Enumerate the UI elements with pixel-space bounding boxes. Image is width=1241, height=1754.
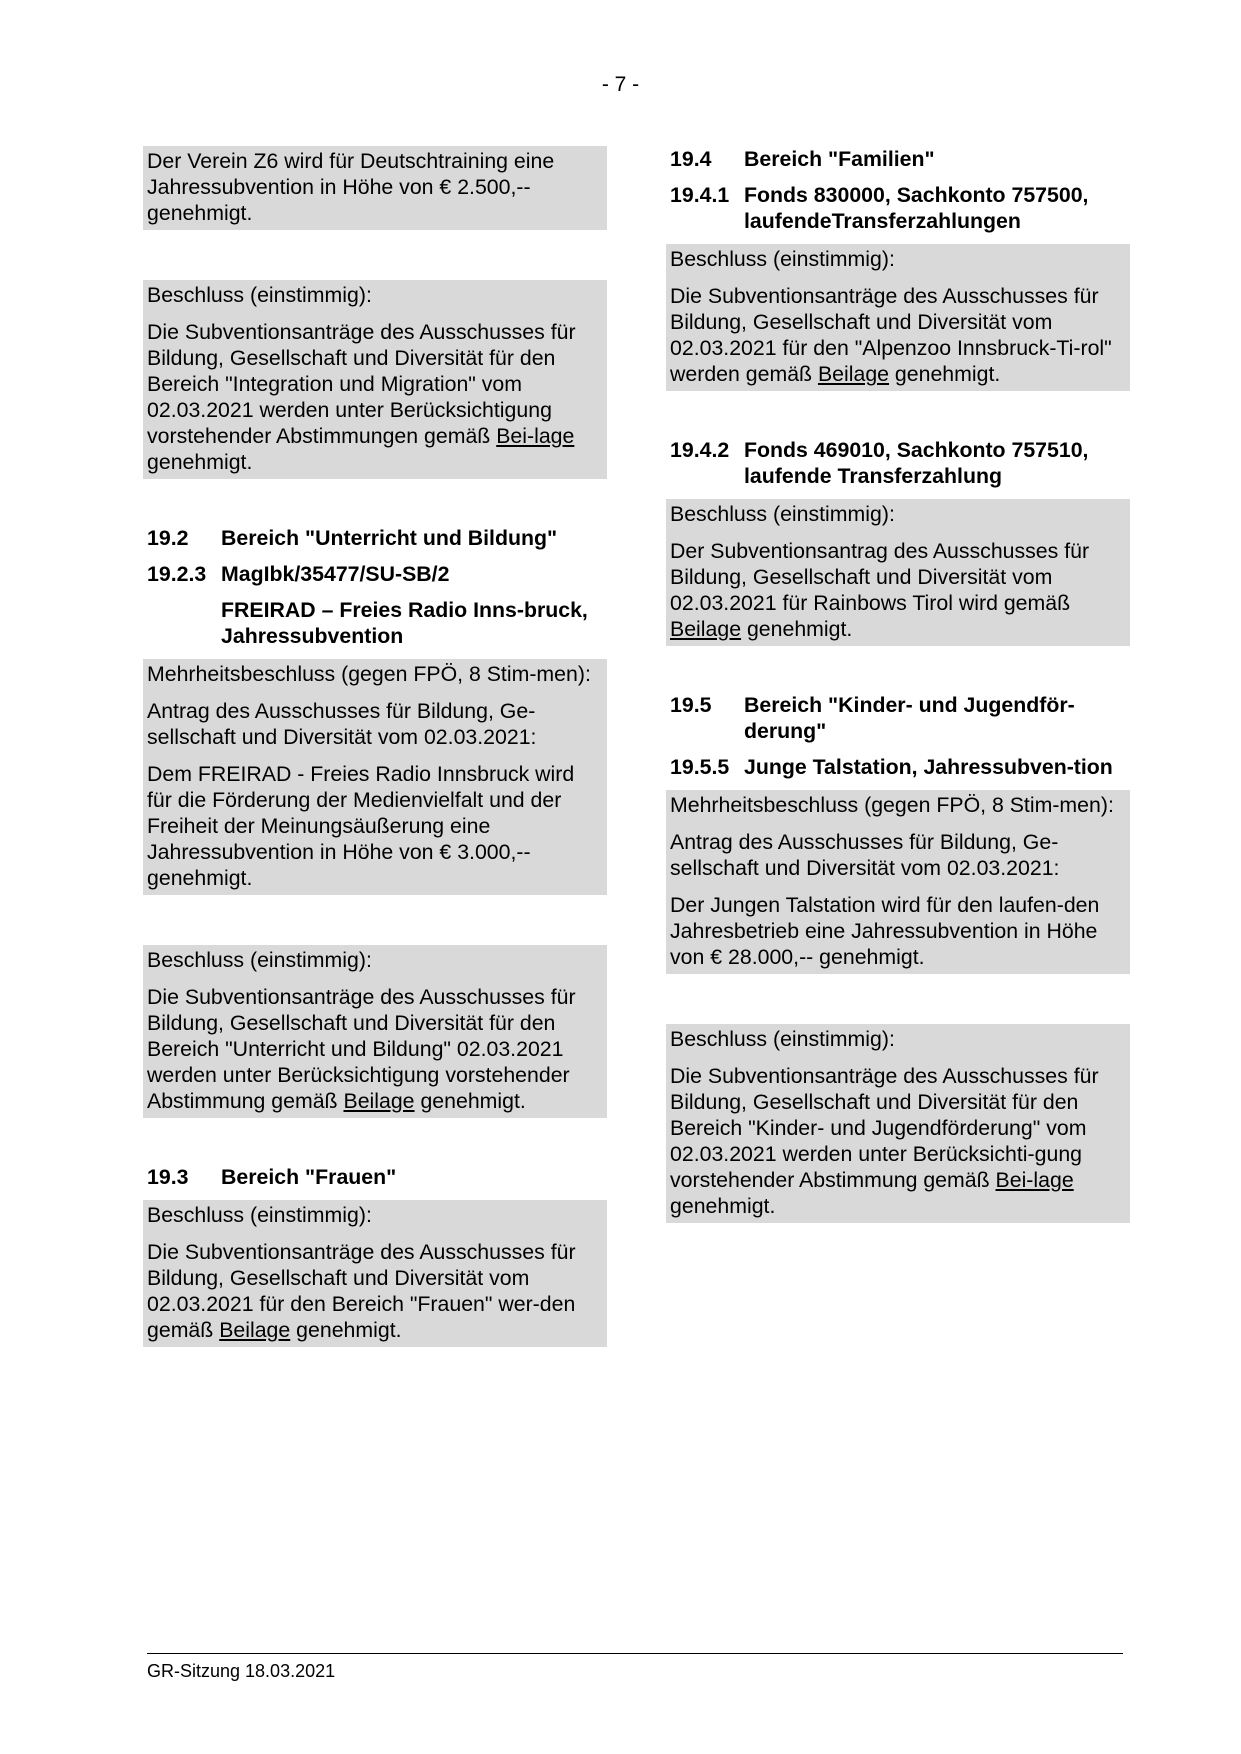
resolution-label: Beschluss (einstimmig): bbox=[670, 502, 895, 526]
beilage-link[interactable]: Beilage bbox=[343, 1089, 415, 1113]
section-number: 19.2 bbox=[147, 526, 189, 550]
section-number: 19.4 bbox=[670, 147, 712, 171]
section-title: MagIbk/35477/SU-SB/2 bbox=[221, 562, 450, 586]
section-title: Bereich "Frauen" bbox=[221, 1165, 397, 1189]
resolution-label: Beschluss (einstimmig): bbox=[147, 1203, 372, 1227]
resolution-rainbows bbox=[666, 499, 1130, 646]
section-title: Fonds 830000, Sachkonto 757500, laufendeTransferzahlungen bbox=[744, 183, 1089, 233]
section-number: 19.4.1 bbox=[670, 183, 730, 207]
section-number: 19.5.5 bbox=[670, 755, 730, 779]
section-number: 19.3 bbox=[147, 1165, 189, 1189]
resolution-integration bbox=[143, 280, 607, 479]
left-column bbox=[147, 146, 603, 1347]
resolution-text: Die Subventionsanträge des Ausschusses für Bildung, Gesellschaft und Diversität vom 02.03.2021 für den Bereich "Frauen" wer-den gemäß Beilage genehmigt. bbox=[147, 1240, 576, 1342]
heading-19-5-5 bbox=[670, 754, 1126, 780]
footer-divider bbox=[147, 1653, 1123, 1654]
resolution-frauen bbox=[143, 1200, 607, 1347]
section-title: Bereich "Kinder- und Jugendför-derung" bbox=[744, 693, 1075, 743]
resolution-text: Die Subventionsanträge des Ausschusses für Bildung, Gesellschaft und Diversität für den Bereich "Unterricht und Bildung" 02.03.2021 werden unter Berücksichtigung vorstehender Abstimmung gemäß Beilage genehmigt. bbox=[147, 985, 576, 1113]
page-number: - 7 - bbox=[601, 73, 640, 96]
heading-19-2 bbox=[147, 525, 603, 551]
z6-paragraph-block bbox=[143, 146, 607, 230]
resolution-text: Die Subventionsanträge des Ausschusses für Bildung, Gesellschaft und Diversität für den Bereich "Integration und Migration" vom 02.03.2021 werden unter Berücksichtigung vorstehender Abstimmungen gemäß Bei-lage genehmigt. bbox=[147, 320, 576, 474]
section-title: Bereich "Unterricht und Bildung" bbox=[221, 526, 558, 550]
z6-text: Der Verein Z6 wird für Deutschtraining eine Jahressubvention in Höhe von € 2.500,-- genehmigt. bbox=[147, 149, 555, 225]
resolution-freirad bbox=[143, 659, 607, 895]
section-number: 19.4.2 bbox=[670, 438, 730, 462]
footer-session-date: GR-Sitzung 18.03.2021 bbox=[147, 1661, 336, 1681]
resolution-kinder bbox=[666, 1024, 1130, 1223]
beilage-link[interactable]: Bei-lage bbox=[995, 1168, 1074, 1192]
section-subtitle-freirad: FREIRAD – Freies Radio Inns-bruck, Jahressubvention bbox=[221, 598, 588, 648]
section-number: 19.5 bbox=[670, 693, 712, 717]
resolution-text: Der Jungen Talstation wird für den laufen-den Jahresbetrieb eine Jahressubvention in Höhe von € 28.000,-- genehmigt. bbox=[670, 893, 1100, 969]
section-title: Bereich "Familien" bbox=[744, 147, 935, 171]
resolution-label: Beschluss (einstimmig): bbox=[147, 948, 372, 972]
section-title: Fonds 469010, Sachkonto 757510, laufende Transferzahlung bbox=[744, 438, 1089, 488]
heading-19-4 bbox=[670, 146, 1126, 172]
resolution-text: Dem FREIRAD - Freies Radio Innsbruck wird für die Förderung der Medienvielfalt und der Freiheit der Meinungsäußerung eine Jahressubvention in Höhe von € 3.000,-- genehmigt. bbox=[147, 762, 575, 890]
resolution-label: Beschluss (einstimmig): bbox=[147, 283, 372, 307]
beilage-link[interactable]: Bei-lage bbox=[496, 424, 575, 448]
section-title: Junge Talstation, Jahressubven-tion bbox=[744, 755, 1113, 779]
resolution-alpenzoo bbox=[666, 244, 1130, 391]
beilage-link[interactable]: Beilage bbox=[817, 362, 890, 386]
resolution-label: Beschluss (einstimmig): bbox=[670, 247, 895, 271]
heading-19-4-2 bbox=[670, 437, 1126, 489]
section-number: 19.2.3 bbox=[147, 562, 207, 586]
beilage-link[interactable]: Beilage bbox=[219, 1318, 291, 1342]
antrag-text: Antrag des Ausschusses für Bildung, Ge-sellschaft und Diversität vom 02.03.2021: bbox=[147, 699, 537, 749]
heading-19-5 bbox=[670, 692, 1126, 744]
resolution-label: Beschluss (einstimmig): bbox=[670, 1027, 895, 1051]
resolution-label: Mehrheitsbeschluss (gegen FPÖ, 8 Stim-men): bbox=[670, 793, 1114, 817]
resolution-text: Der Subventionsantrag des Ausschusses für Bildung, Gesellschaft und Diversität vom 02.03.2021 für Rainbows Tirol wird gemäß Beilage genehmigt. bbox=[670, 539, 1090, 641]
heading-19-3 bbox=[147, 1164, 603, 1190]
resolution-label: Mehrheitsbeschluss (gegen FPÖ, 8 Stim-men): bbox=[147, 662, 591, 686]
resolution-text: Die Subventionsanträge des Ausschusses für Bildung, Gesellschaft und Diversität für den Bereich "Kinder- und Jugendförderung" vom 02.03.2021 werden unter Berücksichti-gung vorstehender Abstimmung gemäß Bei-lage genehmigt. bbox=[670, 1064, 1099, 1218]
resolution-talstation bbox=[666, 790, 1130, 974]
heading-19-2-3 bbox=[147, 561, 603, 587]
resolution-text: Die Subventionsanträge des Ausschusses für Bildung, Gesellschaft und Diversität vom 02.03.2021 für den "Alpenzoo Innsbruck-Ti-rol" werden gemäß Beilage genehmigt. bbox=[670, 284, 1112, 386]
heading-19-4-1 bbox=[670, 182, 1126, 234]
resolution-unterricht bbox=[143, 945, 607, 1118]
antrag-text: Antrag des Ausschusses für Bildung, Ge-sellschaft und Diversität vom 02.03.2021: bbox=[670, 830, 1060, 880]
beilage-link[interactable]: Beilage bbox=[670, 617, 742, 641]
right-column bbox=[670, 146, 1126, 1223]
